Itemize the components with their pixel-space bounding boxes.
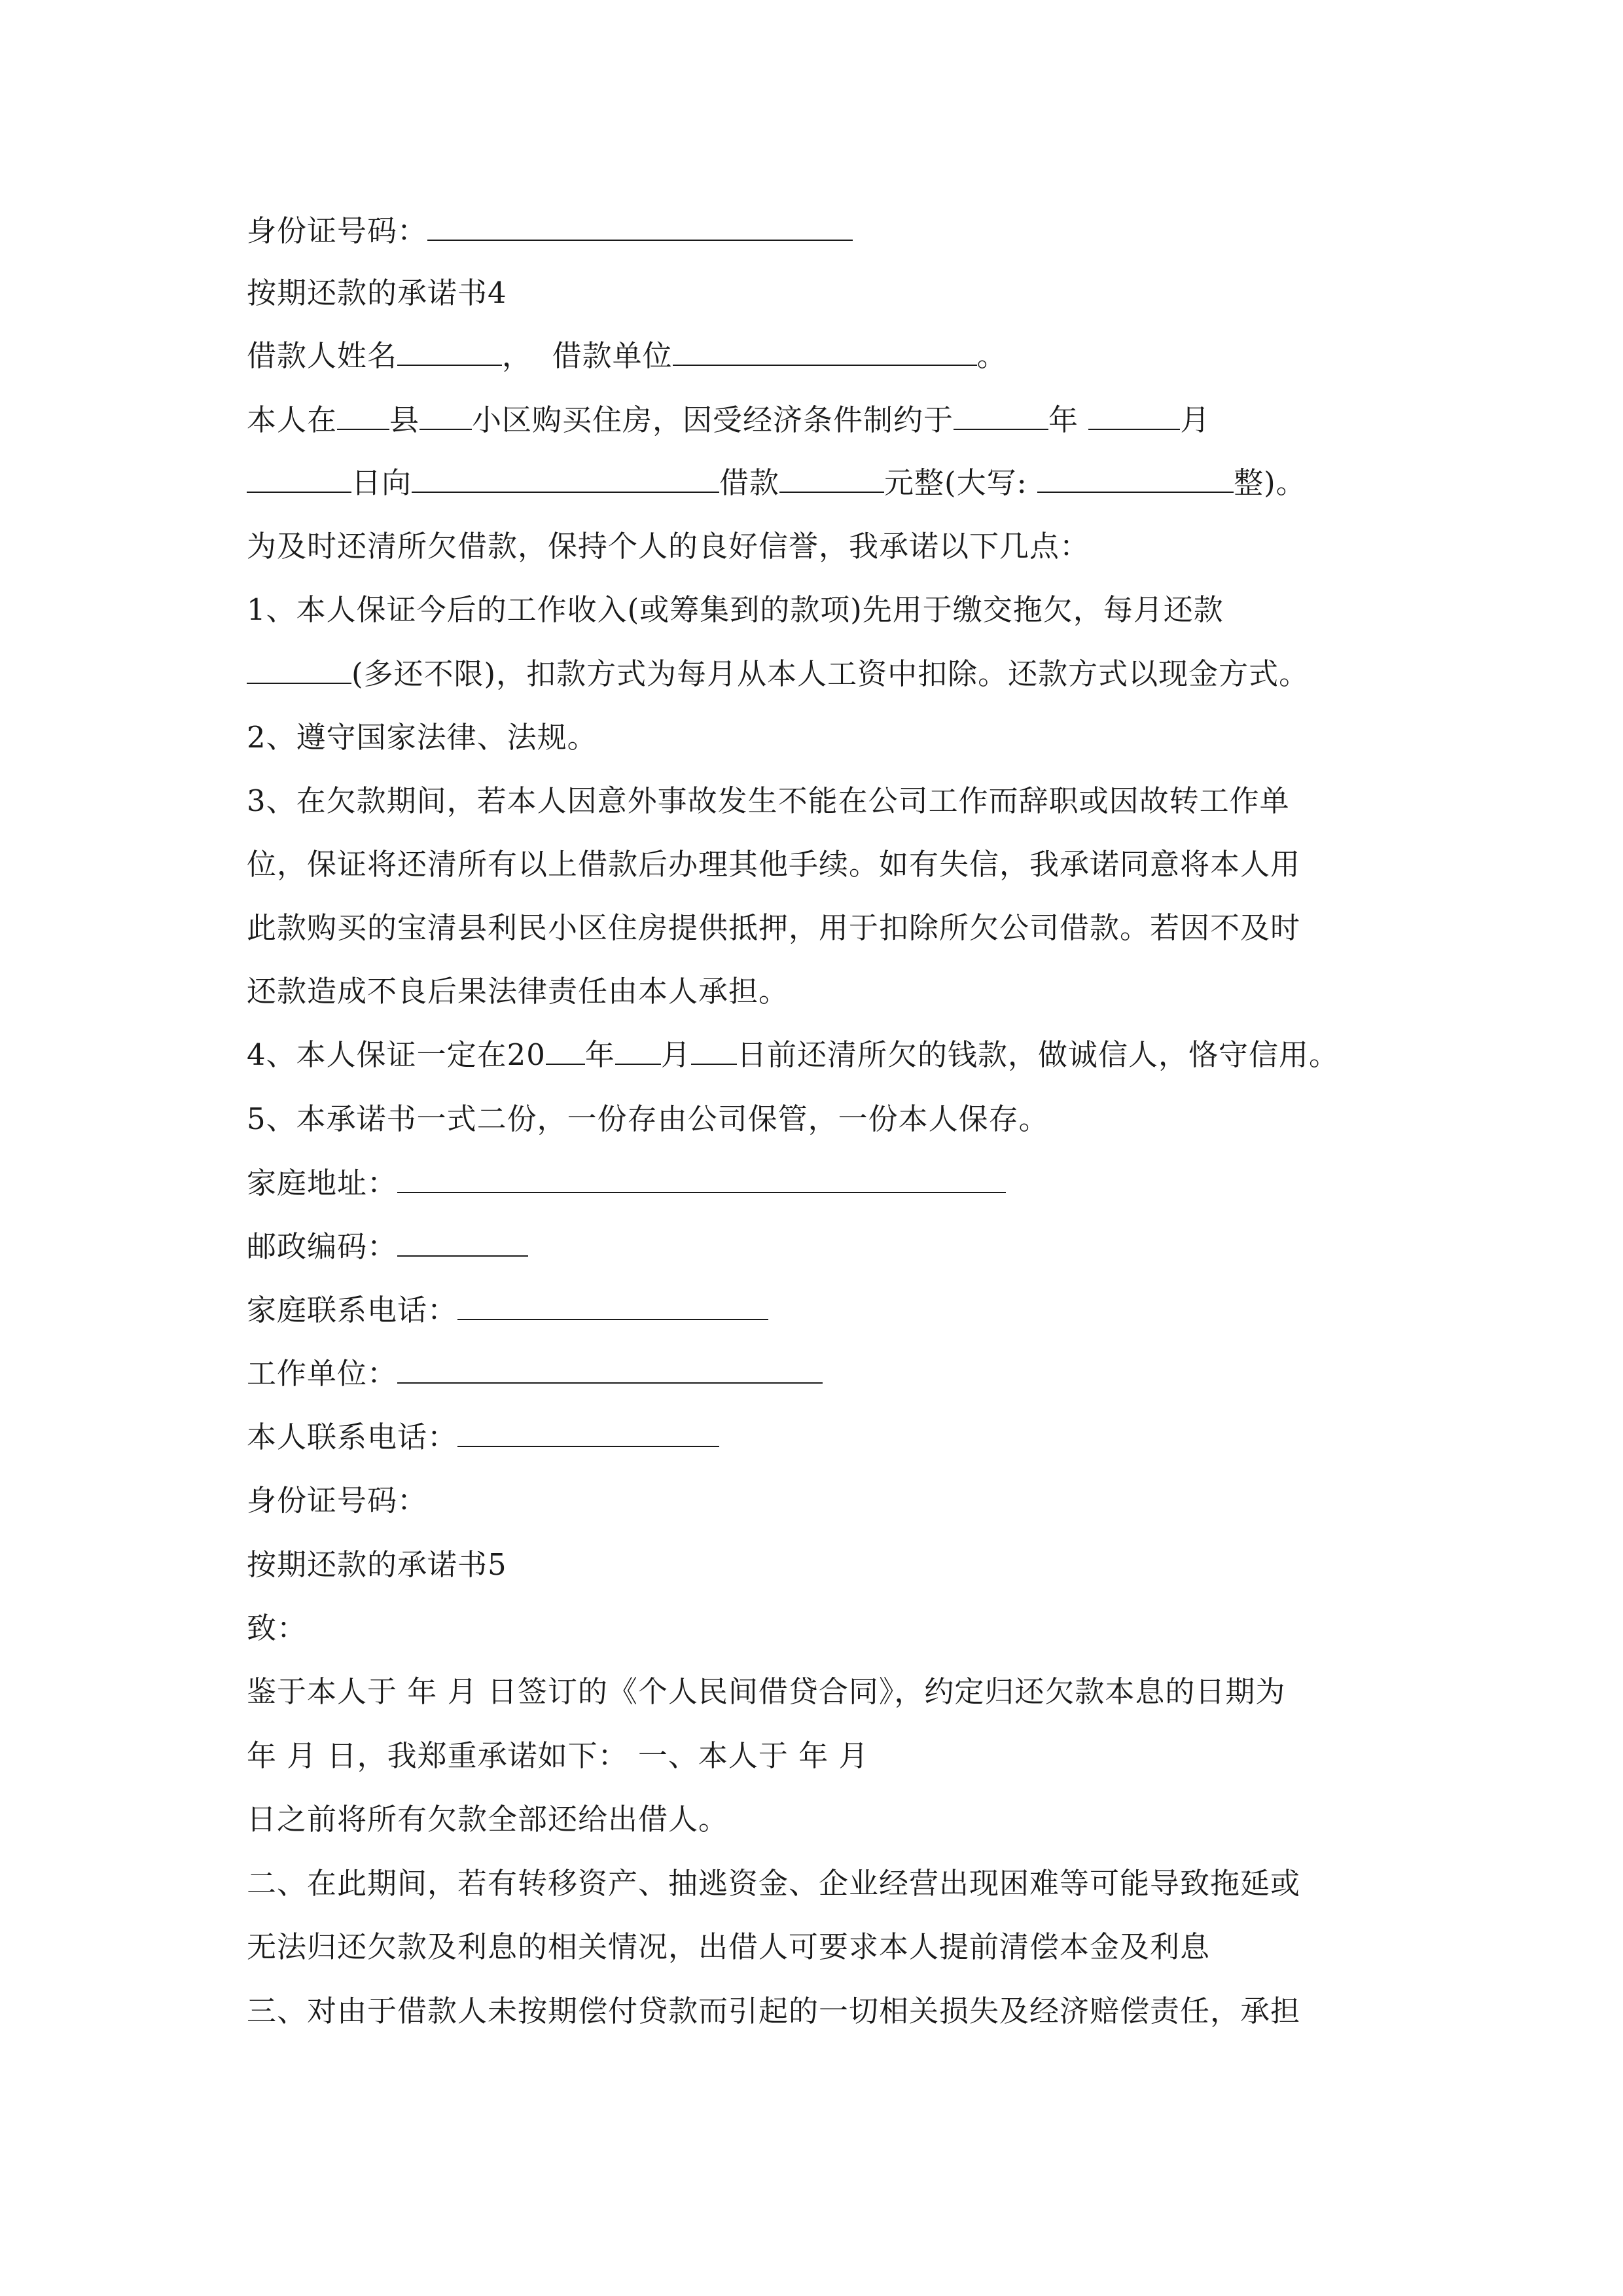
home-address-blank [397,1166,1006,1193]
personal-phone-label: 本人联系电话： [247,1420,458,1454]
borrower-unit-blank [673,338,977,366]
item-three-line-1: 三、对由于借款人未按期偿付贷款而引起的一切相关损失及经济赔偿责任，承担 [247,1994,1301,2028]
item-3-line-1: 3、在欠款期间，若本人因意外事故发生不能在公司工作而辞职或因故转工作单 [247,783,1290,818]
salutation: 致： [247,1611,308,1645]
repay-line: 日之前将所有欠款全部还给出借人。 [247,1802,729,1837]
item-4: 4、本人保证一定在20 年 月 日前还清所欠的钱款，做诚信人，恪守信用。 [247,1037,1339,1072]
item-1-line-1: 1、本人保证今后的工作收入(或筹集到的款项)先用于缴交拖欠，每月还款 [247,592,1224,627]
home-phone-blank [457,1293,768,1320]
item-3-line-2: 位，保证将还清所有以上借款后办理其他手续。如有失信，我承诺同意将本人用 [247,847,1301,882]
contract-line: 鉴于本人于 年 月 日签订的《个人民间借贷合同》，约定归还欠款本息的日期为 [247,1674,1286,1709]
item-5: 5、本承诺书一式二份，一份存由公司保管，一份本人保存。 [247,1102,1049,1136]
home-phone-label: 家庭联系电话： [247,1293,458,1327]
section-title-4: 按期还款的承诺书4 [247,276,507,310]
postal-code-label: 邮政编码： [247,1229,398,1264]
home-address-label: 家庭地址： [247,1166,398,1200]
promise-date-line: 年 月 日，我郑重承诺如下： 一、本人于 年 月 [247,1738,869,1773]
postal-code-blank [397,1229,528,1257]
item-two-line-1: 二、在此期间，若有转移资产、抽逃资金、企业经营出现困难等可能导致拖延或 [247,1866,1301,1901]
item-3-line-4: 还款造成不良后果法律责任由本人承担。 [247,974,789,1009]
purchase-line: 本人在 县 小区购买住房，因受经济条件制约于 年 月 [247,403,1211,437]
postal-code-line [247,1227,528,1266]
id-number-line-2: 身份证号码： [247,1483,428,1518]
promise-intro: 为及时还清所欠借款，保持个人的良好信誉，我承诺以下几点： [247,529,1090,564]
section-title-5: 按期还款的承诺书5 [247,1547,507,1582]
id-number-blank [427,213,853,241]
home-address-line [247,1164,1006,1203]
id-number-line [247,211,853,251]
borrower-name-blank [397,338,502,366]
work-unit-label: 工作单位： [247,1356,398,1391]
home-phone-line [247,1291,768,1330]
item-3-line-3: 此款购买的宝清县利民小区住房提供抵押，用于扣除所欠公司借款。若因不及时 [247,910,1301,945]
loan-amount-line: 日向 借款 元整(大写: 整)。 [247,463,1306,503]
item-2: 2、遵守国家法律、法规。 [247,720,597,755]
personal-phone-line [247,1418,719,1457]
work-unit-line [247,1354,823,1393]
item-two-line-2: 无法归还欠款及利息的相关情况，出借人可要求本人提前清偿本金及利息 [247,1929,1211,1964]
id-number-label: 身份证号码： [247,213,428,248]
borrower-line: 借款人姓名 ， 借款单位 。 [247,338,1007,373]
personal-phone-blank [457,1420,719,1447]
item-1-line-2: (多还不限)，扣款方式为每月从本人工资中扣除。还款方式以现金方式。 [247,655,1309,694]
work-unit-blank [397,1356,823,1384]
